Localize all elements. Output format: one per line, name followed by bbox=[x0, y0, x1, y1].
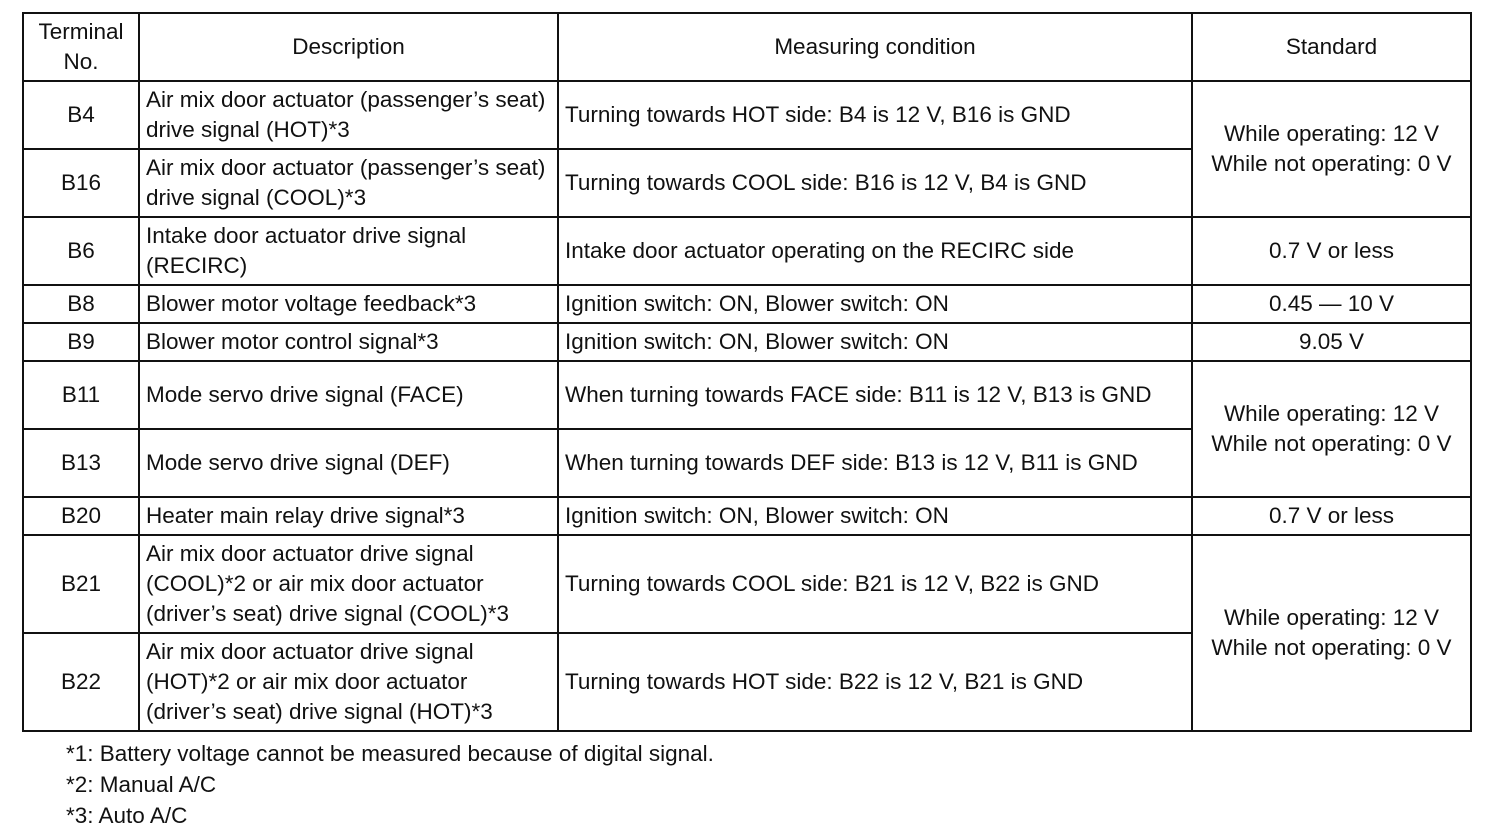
standard-operating: While operating: 12 V bbox=[1223, 401, 1440, 426]
table-row-b9 bbox=[23, 323, 1471, 361]
measuring-cell: Ignition switch: ON, Blower switch: ON bbox=[558, 497, 1192, 535]
measuring-cell: Intake door actuator operating on the RECIRC side bbox=[558, 217, 1192, 285]
terminal-cell: B16 bbox=[23, 149, 139, 217]
footnote-3: *3: Auto A/C bbox=[66, 803, 188, 828]
measuring-cell: Turning towards HOT side: B22 is 12 V, B21 is GND bbox=[558, 633, 1192, 731]
standard-not-operating: While not operating: 0 V bbox=[1211, 151, 1452, 176]
standard-cell-b11-b13 bbox=[1192, 361, 1471, 497]
description-cell: Mode servo drive signal (DEF) bbox=[139, 429, 558, 497]
description-cell: Air mix door actuator drive signal (HOT)*2 or air mix door actuator (driver’s seat) drive signal (HOT)*3 bbox=[139, 633, 558, 731]
header-description: Description bbox=[139, 13, 558, 81]
terminal-cell: B20 bbox=[23, 497, 139, 535]
table-header-row bbox=[23, 13, 1471, 81]
standard-cell-b21-b22 bbox=[1192, 535, 1471, 731]
description-cell: Heater main relay drive signal*3 bbox=[139, 497, 558, 535]
footnote-1: *1: Battery voltage cannot be measured because of digital signal. bbox=[66, 741, 714, 766]
terminal-cell: B8 bbox=[23, 285, 139, 323]
standard-cell-b9: 9.05 V bbox=[1192, 323, 1471, 361]
terminal-spec-table bbox=[22, 12, 1472, 732]
standard-cell-b8: 0.45 — 10 V bbox=[1192, 285, 1471, 323]
standard-not-operating: While not operating: 0 V bbox=[1211, 635, 1452, 660]
terminal-cell: B22 bbox=[23, 633, 139, 731]
measuring-cell: When turning towards DEF side: B13 is 12 V, B11 is GND bbox=[558, 429, 1192, 497]
description-cell: Air mix door actuator drive signal (COOL)*2 or air mix door actuator (driver’s seat) drive signal (COOL)*3 bbox=[139, 535, 558, 633]
standard-not-operating: While not operating: 0 V bbox=[1211, 431, 1452, 456]
description-cell: Air mix door actuator (passenger’s seat) drive signal (COOL)*3 bbox=[139, 149, 558, 217]
terminal-cell: B11 bbox=[23, 361, 139, 429]
measuring-cell: Turning towards HOT side: B4 is 12 V, B16 is GND bbox=[558, 81, 1192, 149]
table-row-b11 bbox=[23, 361, 1471, 429]
measuring-cell: Turning towards COOL side: B16 is 12 V, B4 is GND bbox=[558, 149, 1192, 217]
terminal-cell: B6 bbox=[23, 217, 139, 285]
table-row-b8 bbox=[23, 285, 1471, 323]
description-cell: Air mix door actuator (passenger’s seat) drive signal (HOT)*3 bbox=[139, 81, 558, 149]
footnote-2: *2: Manual A/C bbox=[66, 772, 217, 797]
description-cell: Mode servo drive signal (FACE) bbox=[139, 361, 558, 429]
table-row-b20 bbox=[23, 497, 1471, 535]
measuring-cell: When turning towards FACE side: B11 is 12 V, B13 is GND bbox=[558, 361, 1192, 429]
standard-operating: While operating: 12 V bbox=[1223, 605, 1440, 630]
table-row-b21 bbox=[23, 535, 1471, 633]
table-row-b6 bbox=[23, 217, 1471, 285]
terminal-cell: B21 bbox=[23, 535, 139, 633]
description-cell: Blower motor control signal*3 bbox=[139, 323, 558, 361]
description-cell: Blower motor voltage feedback*3 bbox=[139, 285, 558, 323]
footnotes bbox=[66, 738, 714, 831]
terminal-cell: B4 bbox=[23, 81, 139, 149]
measuring-cell: Ignition switch: ON, Blower switch: ON bbox=[558, 285, 1192, 323]
terminal-cell: B13 bbox=[23, 429, 139, 497]
measuring-cell: Ignition switch: ON, Blower switch: ON bbox=[558, 323, 1192, 361]
header-measuring-condition: Measuring condition bbox=[558, 13, 1192, 81]
measuring-cell: Turning towards COOL side: B21 is 12 V, B22 is GND bbox=[558, 535, 1192, 633]
description-cell: Intake door actuator drive signal (RECIRC) bbox=[139, 217, 558, 285]
standard-operating: While operating: 12 V bbox=[1223, 121, 1440, 146]
table-row-b4 bbox=[23, 81, 1471, 149]
header-standard: Standard bbox=[1192, 13, 1471, 81]
standard-cell-b6: 0.7 V or less bbox=[1192, 217, 1471, 285]
terminal-cell: B9 bbox=[23, 323, 139, 361]
header-terminal-no: Terminal No. bbox=[23, 13, 139, 81]
standard-cell-b20: 0.7 V or less bbox=[1192, 497, 1471, 535]
standard-cell-b4-b16 bbox=[1192, 81, 1471, 217]
